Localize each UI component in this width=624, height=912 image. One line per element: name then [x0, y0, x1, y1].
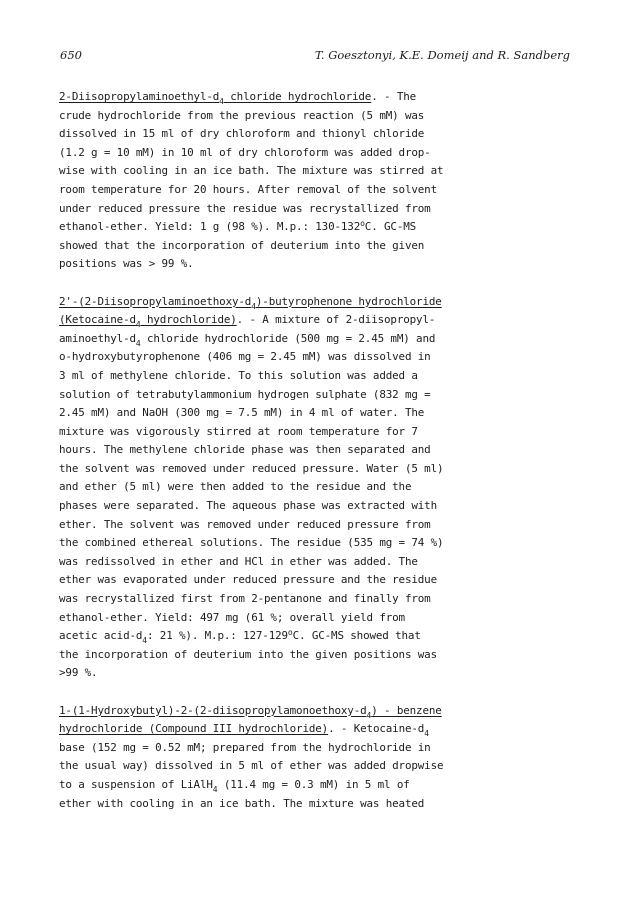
paragraph-ketocaine-hydrochloride	[59, 293, 569, 683]
text-line: o-hydroxybutyrophenone (406 mg = 2.45 mM) was dissolved in	[59, 350, 431, 364]
running-head: T. Goesztonyi, K.E. Domeij and R. Sandberg	[314, 48, 570, 62]
text-line: crude hydrochloride from the previous reaction (5 mM) was	[59, 108, 425, 122]
subscript: 4	[251, 301, 256, 311]
text-line: was redissolved in ether and HCl in ether was added. The	[59, 554, 418, 568]
text-line: showed that the incorporation of deuterium into the given	[59, 238, 425, 252]
text-run: . - A mixture of 2-diisopropyl-	[236, 313, 436, 327]
text-run: ethanol-ether. Yield: 1 g (98 %). M.p.: 130-132	[59, 220, 361, 234]
text-run: : 21 %). M.p.: 127-129	[146, 629, 288, 643]
text-line: ether was evaporated under reduced pressure and the residue	[59, 573, 437, 587]
text-line	[59, 720, 569, 739]
text-line: the incorporation of deuterium into the given positions was	[59, 647, 437, 661]
text-line	[59, 311, 569, 330]
subscript: 4	[135, 320, 141, 330]
subscript: 4	[219, 97, 224, 106]
text-line: phases were separated. The aqueous phase was extracted with	[59, 499, 437, 513]
subscript: 4	[424, 729, 429, 739]
text-line: 3 ml of methylene chloride. To this solution was added a	[59, 368, 418, 382]
compound-heading	[59, 90, 372, 106]
text-line: >99 %.	[59, 666, 98, 680]
text-run: to a suspension of LiAlH	[59, 777, 213, 791]
text-run: acetic acid-d	[59, 629, 143, 643]
subscript: 4	[135, 338, 141, 348]
compound-heading: hydrochloride (Compound III hydrochloride)	[59, 722, 329, 736]
text-line: the usual way) dissolved in 5 ml of ether was added dropwise	[59, 759, 444, 773]
text-line: 2.45 mM) and NaOH (300 mg = 7.5 mM) in 4 ml of water. The	[59, 406, 425, 420]
compound-heading	[59, 703, 442, 720]
text-line	[59, 776, 569, 795]
text-run: C. GC-MS showed that	[292, 629, 421, 643]
text-line: was recrystallized first from 2-pentanone and finally from	[59, 592, 431, 606]
text-line: (1.2 g = 10 mM) in 10 ml of dry chloroform was added drop-	[59, 145, 431, 159]
text-line: the solvent was removed under reduced pressure. Water (5 ml)	[59, 461, 444, 475]
text-run: (Ketocaine-d	[59, 313, 136, 327]
text-line: solution of tetrabutylammonium hydrogen sulphate (832 mg =	[59, 387, 431, 401]
subscript: 4	[142, 636, 147, 646]
text-run: 1-(1-Hydroxybutyl)-2-(2-diisopropylamonoethoxy-d	[59, 703, 367, 717]
page-number: 650	[60, 48, 82, 62]
text-line: under reduced pressure the residue was recrystallized from	[59, 201, 431, 215]
text-line	[59, 627, 569, 646]
paragraph-compound-iii-hydrochloride	[59, 702, 569, 814]
text-line: hours. The methylene chloride phase was then separated and	[59, 443, 431, 457]
text-run: chloride hydrochloride	[223, 90, 372, 103]
paragraph-chloride-hydrochloride	[59, 88, 569, 274]
page-header	[60, 48, 570, 66]
text-line	[59, 88, 569, 107]
text-line: ether with cooling in an ice bath. The mixture was heated	[59, 796, 425, 810]
text-line: room temperature for 20 hours. After removal of the solvent	[59, 182, 437, 196]
text-run: 2-Diisopropylaminoethyl-d	[59, 90, 220, 103]
text-run: C. GC-MS	[364, 220, 417, 234]
body-text	[59, 88, 569, 832]
text-run: . - Ketocaine-d	[328, 722, 425, 736]
text-run: (11.4 mg = 0.3 mM) in 5 ml of	[217, 777, 410, 791]
text-line	[59, 702, 569, 721]
superscript: o	[287, 628, 293, 638]
text-line: ethanol-ether. Yield: 497 mg (61 %; overall yield from	[59, 610, 405, 624]
text-run: aminoethyl-d	[59, 331, 136, 345]
text-line: wise with cooling in an ice bath. The mixture was stirred at	[59, 164, 444, 178]
text-line: dissolved in 15 ml of dry chloroform and thionyl chloride	[59, 127, 425, 141]
text-run: ) - benzene	[371, 703, 442, 717]
superscript: o	[360, 219, 365, 229]
text-run: chloride hydrochloride (500 mg = 2.45 mM) and	[140, 331, 436, 345]
text-line: and ether (5 ml) were then added to the residue and the	[59, 480, 412, 494]
compound-heading	[59, 313, 237, 330]
text-line: positions was > 99 %.	[59, 257, 194, 271]
text-run: )-butyrophenone hydrochloride	[255, 294, 442, 308]
text-line: ether. The solvent was removed under reduced pressure from	[59, 517, 431, 531]
subscript: 4	[366, 710, 372, 720]
text-line: the combined ethereal solutions. The residue (535 mg = 74 %)	[59, 536, 444, 550]
text-line: base (152 mg = 0.52 mM; prepared from the hydrochloride in	[59, 740, 431, 754]
compound-heading	[59, 294, 442, 311]
text-line	[59, 293, 569, 312]
text-line	[59, 330, 569, 349]
text-line: mixture was vigorously stirred at room temperature for 7	[59, 424, 418, 438]
text-run: hydrochloride)	[140, 313, 237, 327]
text-run: . - The	[371, 90, 417, 103]
text-line	[59, 218, 569, 237]
text-run: 2'-(2-Diisopropylaminoethoxy-d	[59, 294, 252, 308]
subscript: 4	[212, 784, 218, 794]
